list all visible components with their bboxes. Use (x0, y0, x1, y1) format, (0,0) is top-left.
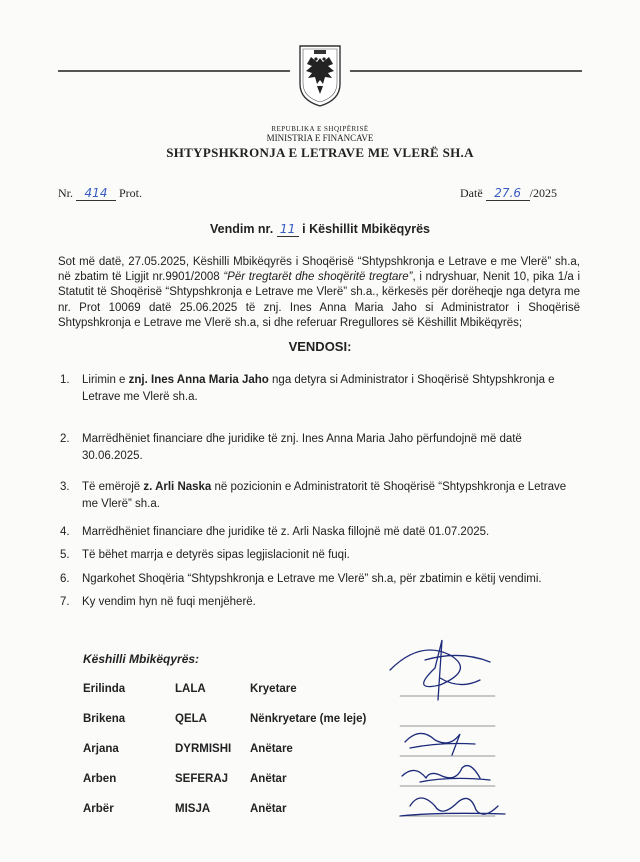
member-first-name: Arjana (83, 743, 119, 755)
decision-number: 11 (277, 221, 299, 237)
decision-item: 3. Të emërojë z. Arli Naska në pozicionin e Administratorit të Shoqërisë “Shtypshkronja e Letrave me Vlerë” sh.a. (60, 481, 567, 510)
ministry-label: MINISTRIA E FINANCAVE (266, 133, 374, 143)
member-first-name: Arbër (83, 803, 114, 815)
decision-item: 4. Marrëdhëniet financiare dhe juridike të z. Arli Naska fillojnë më datë 01.07.2025. (60, 526, 490, 538)
albania-coat-of-arms-icon (297, 44, 343, 108)
member-last-name: DYRMISHI (175, 743, 232, 755)
member-last-name: SEFERAJ (175, 773, 229, 785)
member-role: Anëtar (250, 773, 287, 785)
decision-item: 7. Ky vendim hyn në fuqi menjëherë. (60, 596, 256, 608)
republic-label: REPUBLIKA E SHQIPËRISË (271, 125, 369, 133)
handwritten-signatures (380, 630, 530, 830)
member-role: Kryetare (250, 683, 297, 695)
member-first-name: Erilinda (83, 683, 126, 695)
member-role: Anëtar (250, 803, 287, 815)
decision-title: Vendim nr. 11 i Këshillit Mbikëqyrës (209, 221, 430, 236)
date-value: 27.6 (486, 186, 530, 201)
document-date: Datë 27.6 /2025 (460, 186, 557, 200)
decision-item: 2. Marrëdhëniet financiare dhe juridike të znj. Ines Anna Maria Jaho përfundojnë më datë 30.06.2025. (60, 433, 522, 462)
member-role: Nënkryetare (me leje) (250, 713, 367, 725)
decision-item: 5. Të bëhet marrja e detyrës sipas legjislacionit në fuqi. (60, 549, 350, 561)
member-last-name: MISJA (175, 803, 211, 815)
member-last-name: LALA (175, 683, 206, 695)
member-role: Anëtare (250, 743, 293, 755)
member-last-name: QELA (175, 713, 207, 725)
intro-paragraph: Sot më datë, 27.05.2025, Këshilli Mbikëqyrës i Shoqërisë “Shtypshkronja e Letrave e me Vlerë” sh.a, në zbatim të Ligjit nr.9901/2008 “Për tregtarët dhe shoqëritë tregtare”, i ndryshuar, Nenit 10, pika 1/a i Statutit të Shoqërisë “Shtypshkronja e Letrave me Vlerë” sh.a., kërkesës për dorëheqje nga detyra me nr. Prot 10069 datë 25.06.2025 të znj. Ines Anna Maria Jaho si Administrator i Shoqërisë Shtypshkronja e Letrave me Vlerë sh.a, si dhe referuar Rregullores së Këshillit Mbikëqyrës; (58, 256, 580, 329)
decides-heading: VENDOSI: (288, 339, 352, 354)
member-first-name: Arben (83, 773, 117, 785)
company-name: SHTYPSHKRONJA E LETRAVE ME VLERË SH.A (166, 145, 474, 160)
header-rule-right (350, 70, 582, 72)
decision-item: 1. Lirimin e znj. Ines Anna Maria Jaho nga detyra si Administrator i Shoqërisë Shtypshkronja e Letrave me Vlerë sh.a. (60, 374, 555, 403)
member-first-name: Brikena (83, 713, 126, 725)
reference-number-value: 414 (76, 186, 116, 201)
decision-item: 6. Ngarkohet Shoqëria “Shtypshkronja e Letrave me Vlerë” sh.a, për zbatimin e këtij vendimi. (60, 573, 542, 585)
board-title: Këshilli Mbikëqyrës: (83, 652, 200, 666)
header-rule-left (58, 70, 290, 72)
reference-number: Nr. 414 Prot. (58, 186, 143, 200)
